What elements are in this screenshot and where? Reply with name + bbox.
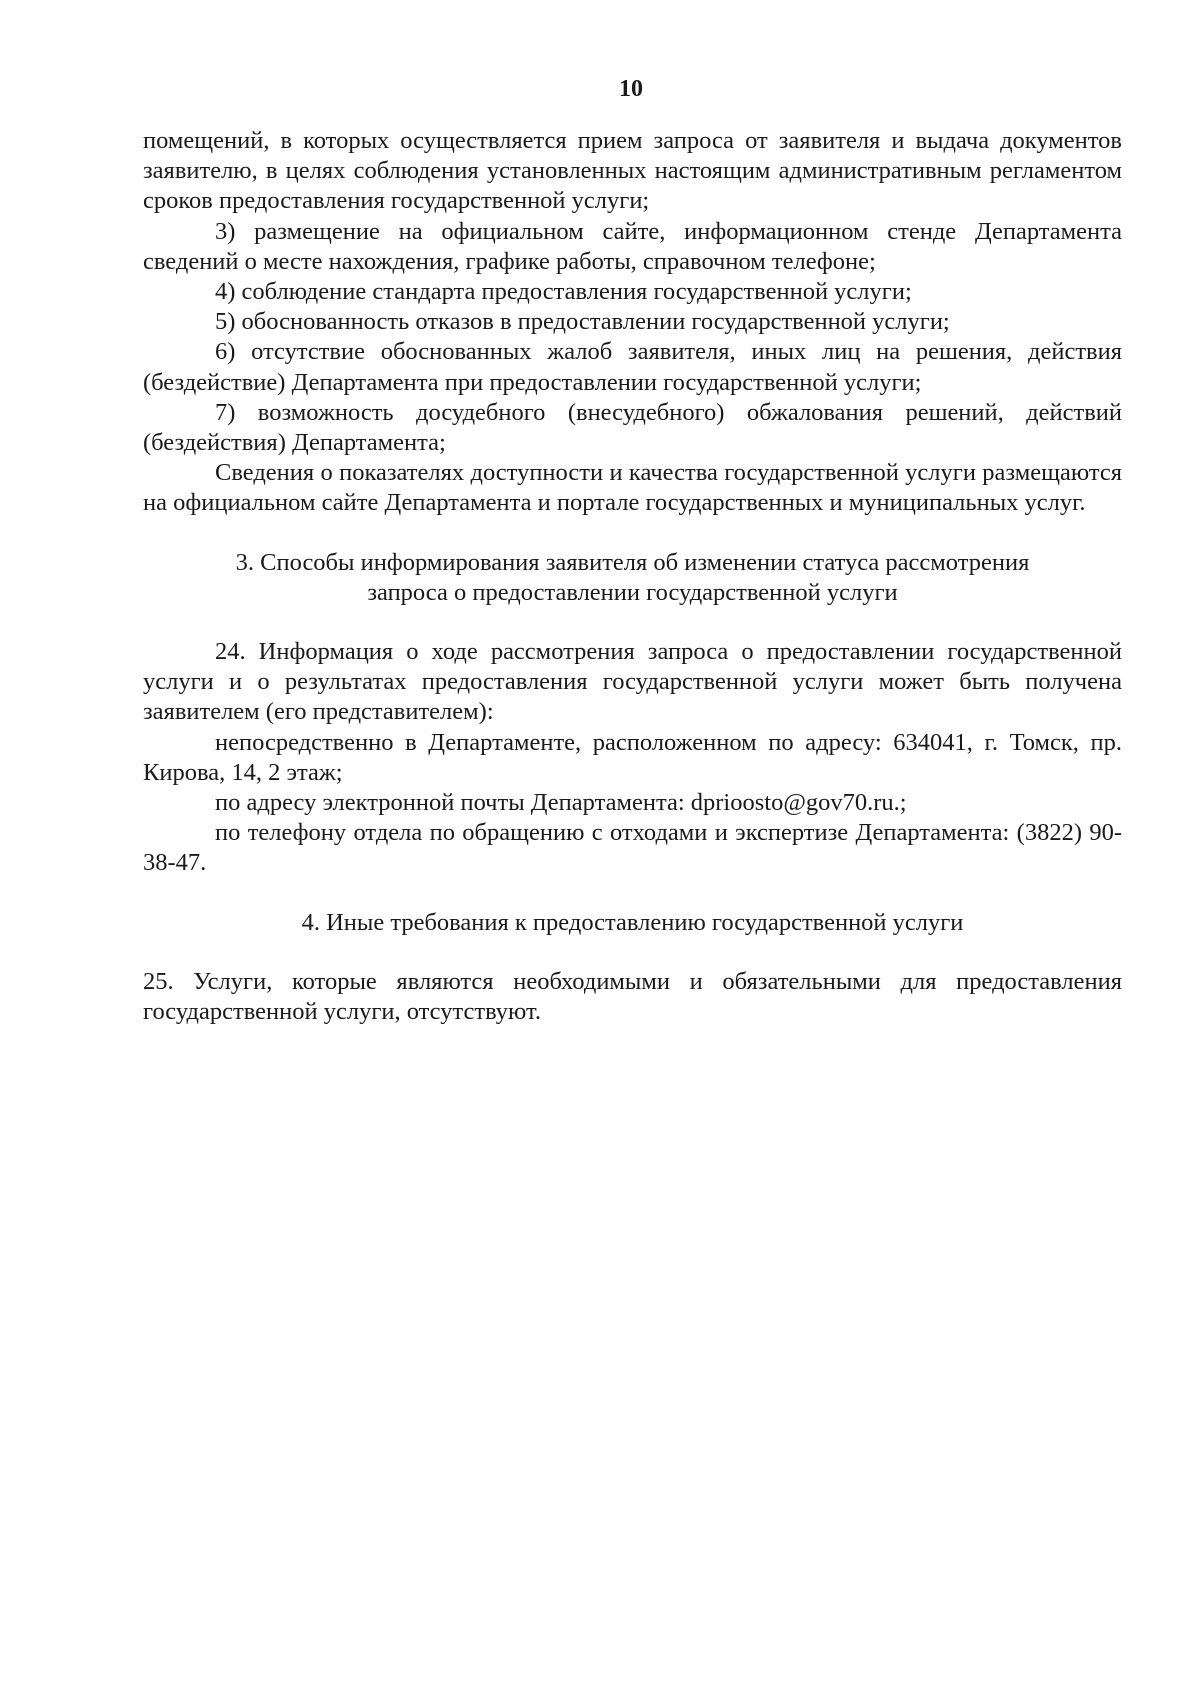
paragraph-25: 25. Услуги, которые являются необходимыми и обязательными для предоставления государственной услуги, отсутствуют.: [143, 967, 1122, 1026]
paragraph-phone: по телефону отдела по обращению с отходами и экспертизе Департамента: (3822) 90-38-47.: [143, 819, 1122, 877]
section-3-heading: [143, 548, 1122, 608]
paragraph-item-5: 5) обоснованность отказов в предоставлении государственной услуги;: [215, 308, 950, 336]
paragraph-address: непосредственно в Департаменте, расположенном по адресу: 634041, г. Томск, пр. Кирова, 14, 2 этаж;: [143, 728, 1122, 786]
section-3-heading-line-1: 3. Способы информирования заявителя об изменении статуса рассмотрения: [235, 548, 1030, 576]
paragraph-24: 24. Информация о ходе рассмотрения запроса о предоставлении государственной услуги и о результатах предоставления государственной услуги может быть получена заявителем (его представителем):: [143, 638, 1122, 726]
section-4-heading: 4. Иные требования к предоставлению государственной услуги: [301, 908, 964, 936]
paragraph-item-7: 7) возможность досудебного (внесудебного) обжалования решений, действий (бездействия) Департамента;: [143, 398, 1122, 457]
paragraph-item-6: 6) отсутствие обоснованных жалоб заявителя, иных лиц на решения, действия (бездействие) Департамента при предоставлении государственной услуги;: [143, 338, 1122, 396]
paragraph-item-4: 4) соблюдение стандарта предоставления государственной услуги;: [215, 278, 912, 306]
document-body: [143, 126, 1122, 1027]
paragraph-quality-info: Сведения о показателях доступности и качества государственной услуги размещаются на официальном сайте Департамента и портале государственных и муниципальных услуг.: [143, 459, 1122, 517]
section-3-heading-line-2: запроса о предоставлении государственной услуги: [367, 578, 898, 606]
page-number: 10: [619, 76, 643, 102]
paragraph-continued: помещений, в которых осуществляется прием запроса от заявителя и выдача документов заявителю, в целях соблюдения установленных настоящим административным регламентом сроков предоставления государственной услуги;: [143, 127, 1122, 215]
paragraph-email: по адресу электронной почты Департамента: dprioosto@gov70.ru.;: [215, 789, 907, 817]
paragraph-item-3: 3) размещение на официальном сайте, информационном стенде Департамента сведений о месте нахождения, графике работы, справочном телефоне;: [143, 217, 1122, 275]
